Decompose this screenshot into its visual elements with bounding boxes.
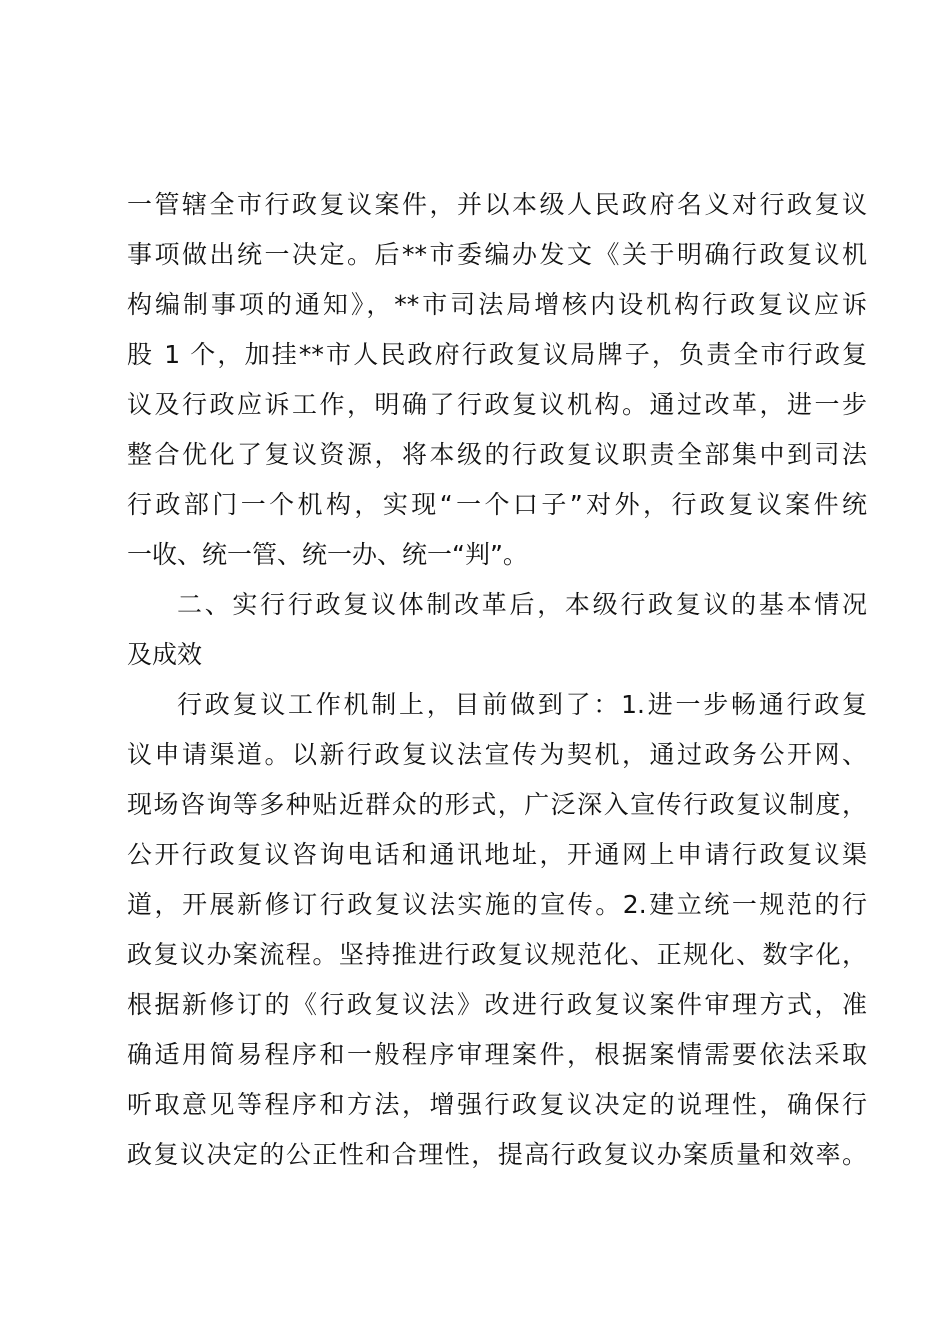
paragraph-2-line-5: 道，开展新修订行政复议法实施的宣传。2.建立统一规范的行 xyxy=(127,890,867,919)
paragraph-1-line-7: 行政部门一个机构，实现“一个口子”对外，行政复议案件统 xyxy=(127,490,867,519)
paragraph-2-line-4: 公开行政复议咨询电话和通讯地址，开通网上申请行政复议渠 xyxy=(127,840,867,869)
paragraph-1-line-6: 整合优化了复议资源，将本级的行政复议职责全部集中到司法 xyxy=(127,440,867,469)
paragraph-2-line-8: 确适用简易程序和一般程序审理案件，根据案情需要依法采取 xyxy=(127,1040,867,1069)
paragraph-2-line-6: 政复议办案流程。坚持推进行政复议规范化、正规化、数字化， xyxy=(127,940,867,969)
paragraph-2-line-9: 听取意见等程序和方法，增强行政复议决定的说理性，确保行 xyxy=(127,1090,867,1119)
paragraph-2-line-10: 政复议决定的公正性和合理性，提高行政复议办案质量和效率。 xyxy=(127,1140,867,1169)
paragraph-1-line-2: 事项做出统一决定。后**市委编办发文《关于明确行政复议机 xyxy=(127,240,867,269)
section-heading-2-line-2: 及成效 xyxy=(127,640,203,669)
paragraph-1-line-5: 议及行政应诉工作，明确了行政复议机构。通过改革，进一步 xyxy=(127,390,867,419)
paragraph-2-line-7: 根据新修订的《行政复议法》改进行政复议案件审理方式，准 xyxy=(127,990,867,1019)
paragraph-2-line-1: 行政复议工作机制上，目前做到了：1.进一步畅通行政复 xyxy=(177,690,867,719)
paragraph-2-line-3: 现场咨询等多种贴近群众的形式，广泛深入宣传行政复议制度， xyxy=(127,790,867,819)
paragraph-1-line-8: 一收、统一管、统一办、统一“判”。 xyxy=(127,540,528,569)
paragraph-1-line-3: 构编制事项的通知》，**市司法局增核内设机构行政复议应诉 xyxy=(127,290,867,319)
section-heading-2-line-1: 二、实行行政复议体制改革后，本级行政复议的基本情况 xyxy=(177,590,867,619)
paragraph-1-line-4: 股 1 个，加挂**市人民政府行政复议局牌子，负责全市行政复 xyxy=(127,340,867,369)
paragraph-2-line-2: 议申请渠道。以新行政复议法宣传为契机，通过政务公开网、 xyxy=(127,740,867,769)
paragraph-1-line-1: 一管辖全市行政复议案件，并以本级人民政府名义对行政复议 xyxy=(127,190,867,219)
